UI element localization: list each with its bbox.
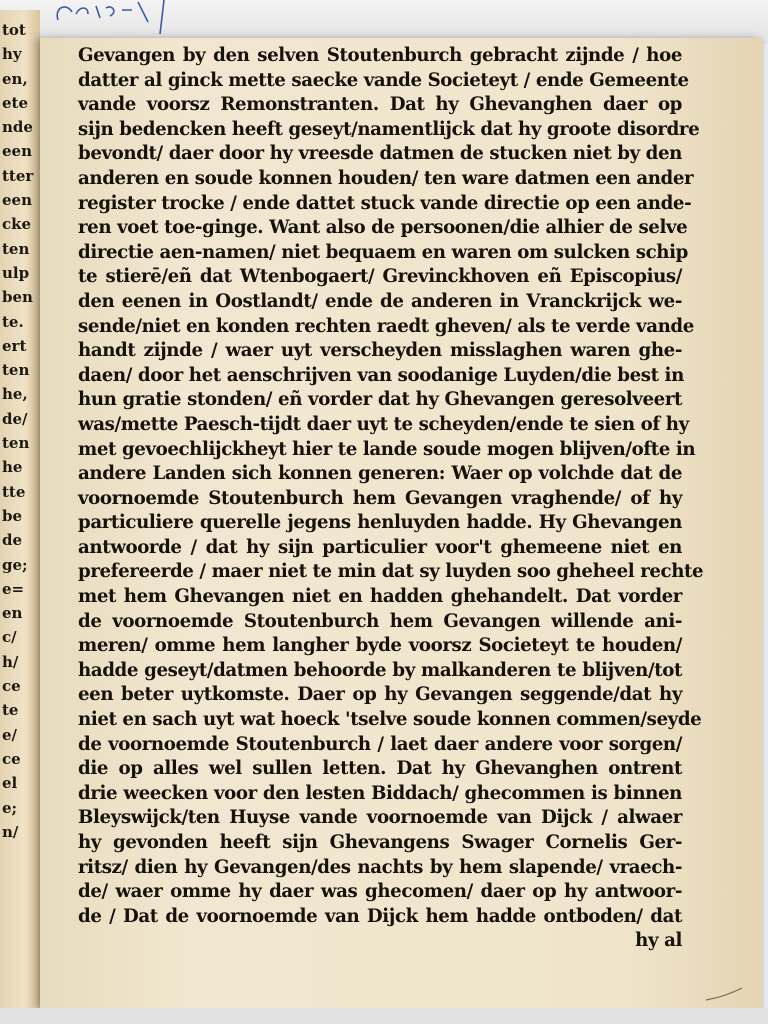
facing-page-fragment: ben (2, 288, 33, 307)
text-line: bevondt/ daer door hy vreesde datmen de stucken niet by den (78, 143, 682, 165)
facing-page-fragment: cke (2, 215, 32, 234)
facing-page-fragment: ert (2, 336, 27, 355)
text-line: sijn bedencken heeft geseyt/namentlijck dat hy groote disordre (78, 118, 700, 140)
text-line: antwoorde / dat hy sijn particulier voor't ghemeene niet en (78, 536, 682, 558)
text-line: daen/ door het aenschrijven van soodanige Luyden/die best in (78, 364, 684, 386)
book-page (40, 38, 762, 1008)
text-line: den eenen in Oostlandt/ ende de anderen in Vranckrijck we- (78, 290, 682, 312)
text-line: te stierē/eñ dat Wtenbogaert/ Grevinckhoven eñ Episcopius/ (78, 266, 682, 288)
text-line: hadde geseyt/datmen behoorde by malkanderen te blijven/tot (78, 659, 682, 681)
facing-page-fragment: en, (2, 69, 28, 88)
text-line: ritsz/ dien hy Gevangen/des nachts by hem slapende/ vraech- (78, 856, 682, 878)
facing-page-fragment: he, (2, 385, 28, 404)
page-corner-curl (704, 986, 744, 1002)
facing-page-fragment: nde (2, 118, 33, 137)
text-line: prefereerde / maer niet te min dat sy luyden soo gheheel rechte (78, 561, 704, 583)
facing-page-fragment: ten (2, 361, 30, 380)
facing-page-fragment: tter (2, 166, 34, 185)
facing-page-fragment: en (2, 604, 23, 623)
facing-page-fragment: ulp (2, 263, 30, 282)
facing-page-fragment: e; (2, 798, 18, 817)
facing-page-fragment: e= (2, 579, 25, 598)
text-line: met gevoechlijckheyt hier te lande soude mogen blijven/ofte in (78, 438, 696, 460)
facing-page-fragment: ten (2, 239, 30, 258)
text-line: een beter uytkomste. Daer op hy Gevangen seggende/dat hy (78, 684, 682, 706)
facing-page-fragment: n/ (2, 822, 19, 841)
text-line: datter al ginck mette saecke vande Societeyt / ende Gemeente (78, 69, 689, 91)
facing-page-text-fragments (0, 10, 40, 844)
text-line: Bleyswijck/ten Huyse vande voornoemde van Dijck / alwaer (78, 807, 682, 829)
desk-background-bottom (0, 1008, 768, 1024)
facing-page-fragment: el (2, 774, 18, 793)
pen-scribble-mark (52, 0, 192, 36)
text-line: Gevangen by den selven Stoutenburch gebracht zijnde / hoe (78, 45, 682, 66)
facing-page-fragment: tte (2, 482, 26, 501)
facing-page-fragment: hy (2, 45, 22, 64)
facing-page-fragment: de (2, 531, 23, 550)
facing-page-fragment: ce (2, 677, 21, 696)
facing-page-fragment: een (2, 191, 32, 210)
facing-page-fragment: he (2, 458, 23, 477)
text-line: ren voet toe-ginge. Want also de persoonen/die alhier de selve (78, 217, 688, 239)
text-line: register trocke / ende dattet stuck vande directie op een ande- (78, 192, 692, 214)
facing-page-fragment: een (2, 142, 32, 161)
facing-page-fragment: be (2, 506, 23, 525)
text-line: directie aen-namen/ niet bequaem en waren om sulcken schip (78, 241, 688, 263)
text-line: handt zijnde / waer uyt verscheyden misslaghen waren ghe- (78, 340, 682, 362)
facing-page-fragment: ce (2, 749, 21, 768)
text-line: meren/ omme hem langher byde voorsz Societeyt te houden/ (78, 635, 682, 657)
facing-page-fragment: ten (2, 434, 30, 453)
facing-page-fragment: te. (2, 312, 24, 331)
facing-page-fragment: e/ (2, 725, 18, 744)
text-line: met hem Ghevangen niet en hadden ghehandelt. Dat vorder (78, 586, 682, 608)
text-line: hy gevonden heeft sijn Ghevangens Swager Cornelis Ger- (78, 832, 682, 853)
text-line: was/mette Paesch-tijdt daer uyt te scheyden/ende te sien of hy (78, 413, 689, 435)
facing-page-fragment: te (2, 701, 19, 720)
catchword: hy al (635, 930, 682, 952)
facing-page-fragment: ge; (2, 555, 28, 574)
text-line: hun gratie stonden/ eñ vorder dat hy Ghevangen geresolveert (78, 389, 682, 411)
facing-page-edge (0, 10, 40, 1010)
text-line: vande voorsz Remonstranten. Dat hy Ghevanghen daer op (78, 94, 682, 116)
text-line: de/ waer omme hy daer was ghecomen/ daer op hy antwoor- (78, 881, 682, 903)
text-line: drie weecken voor den lesten Biddach/ ghecommen is binnen (78, 782, 682, 804)
facing-page-fragment: tot (2, 21, 26, 39)
text-line: die op alles wel sullen letten. Dat hy Ghevanghen ontrent (78, 758, 682, 780)
text-line: anderen en soude konnen houden/ ten ware datmen een ander (78, 167, 694, 189)
text-line: de voornoemde Stoutenburch / laet daer andere voor sorgen/ (78, 733, 682, 755)
text-line: sende/niet en konden rechten raedt gheven/ als te verde vande (78, 315, 694, 337)
text-line: andere Landen sich konnen generen: Waer op volchde dat de (78, 463, 682, 485)
facing-page-fragment: de/ (2, 409, 28, 428)
page-body-text (78, 44, 704, 954)
facing-page-fragment: c/ (2, 628, 17, 647)
facing-page-fragment: h/ (2, 652, 19, 671)
text-line: voornoemde Stoutenburch hem Gevangen vraghende/ of hy (78, 487, 682, 509)
text-line: de voornoemde Stoutenburch hem Gevangen willende ani- (78, 610, 682, 632)
text-line: niet en sach uyt wat hoeck 'tselve soude konnen commen/seyde (78, 709, 702, 731)
facing-page-fragment: ete (2, 93, 29, 112)
text-line: particuliere querelle jegens henluyden hadde. Hy Ghevangen (78, 512, 682, 534)
text-line: de / Dat de voornoemde van Dijck hem hadde ontboden/ dat (78, 905, 682, 927)
